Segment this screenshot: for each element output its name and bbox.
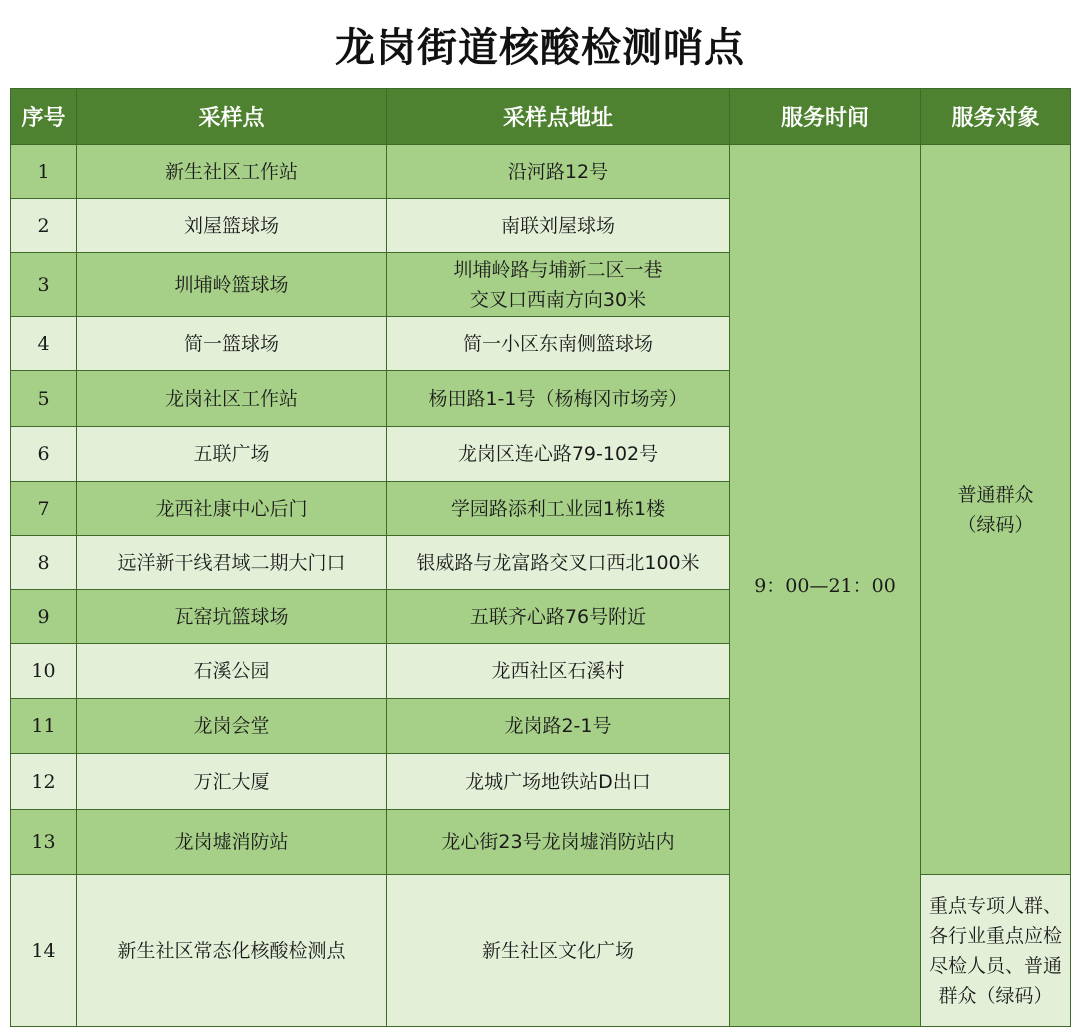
row-address-line2: 交叉口西南方向30米 [469,288,647,311]
row-site: 圳埔岭篮球场 [77,253,387,317]
header-site: 采样点 [77,89,387,145]
audience-general-line1: 普通群众 [957,483,1034,506]
row-index: 3 [11,253,77,317]
row-address [387,253,730,317]
row-address: 龙岗路2-1号 [387,699,730,754]
audience-special-cell: 重点专项人群、各行业重点应检尽检人员、普通群众（绿码） [921,875,1071,1027]
row-site: 简一篮球场 [77,317,387,371]
row-index: 4 [11,317,77,371]
row-address: 新生社区文化广场 [387,875,730,1027]
row-site: 瓦窑坑篮球场 [77,590,387,644]
audience-general-line2: （绿码） [957,513,1034,536]
row-index: 11 [11,699,77,754]
header-address: 采样点地址 [387,89,730,145]
row-index: 12 [11,754,77,810]
row-address: 龙心街23号龙岗墟消防站内 [387,810,730,875]
page-title: 龙岗街道核酸检测哨点 [335,25,745,71]
row-index: 6 [11,427,77,482]
table-header-row [11,89,1071,145]
row-address: 沿河路12号 [387,145,730,199]
row-site: 刘屋篮球场 [77,199,387,253]
row-index: 1 [11,145,77,199]
row-site: 新生社区工作站 [77,145,387,199]
row-site: 新生社区常态化核酸检测点 [77,875,387,1027]
row-address: 南联刘屋球场 [387,199,730,253]
row-index: 8 [11,536,77,590]
row-address-line1: 圳埔岭路与埔新二区一巷 [453,258,663,281]
audience-general-cell [921,145,1071,875]
row-address: 龙岗区连心路79-102号 [387,427,730,482]
row-site: 龙岗墟消防站 [77,810,387,875]
row-address: 简一小区东南侧篮球场 [387,317,730,371]
row-site: 远洋新干线君域二期大门口 [77,536,387,590]
table-row [11,145,1071,199]
row-index: 10 [11,644,77,699]
row-index: 13 [11,810,77,875]
row-site: 龙西社康中心后门 [77,482,387,536]
row-index: 2 [11,199,77,253]
row-address: 学园路添利工业园1栋1楼 [387,482,730,536]
header-service-time: 服务时间 [730,89,921,145]
row-address: 五联齐心路76号附近 [387,590,730,644]
service-time-cell: 9：00—21：00 [730,145,921,1027]
row-site: 五联广场 [77,427,387,482]
row-address: 龙西社区石溪村 [387,644,730,699]
row-site: 龙岗社区工作站 [77,371,387,427]
row-index: 7 [11,482,77,536]
row-index: 5 [11,371,77,427]
row-address: 龙城广场地铁站D出口 [387,754,730,810]
header-audience: 服务对象 [921,89,1071,145]
row-address: 银威路与龙富路交叉口西北100米 [387,536,730,590]
row-address: 杨田路1-1号（杨梅冈市场旁） [387,371,730,427]
sampling-sites-table [10,88,1071,1027]
row-index: 9 [11,590,77,644]
header-index: 序号 [11,89,77,145]
row-site: 万汇大厦 [77,754,387,810]
row-index: 14 [11,875,77,1027]
row-site: 龙岗会堂 [77,699,387,754]
row-site: 石溪公园 [77,644,387,699]
